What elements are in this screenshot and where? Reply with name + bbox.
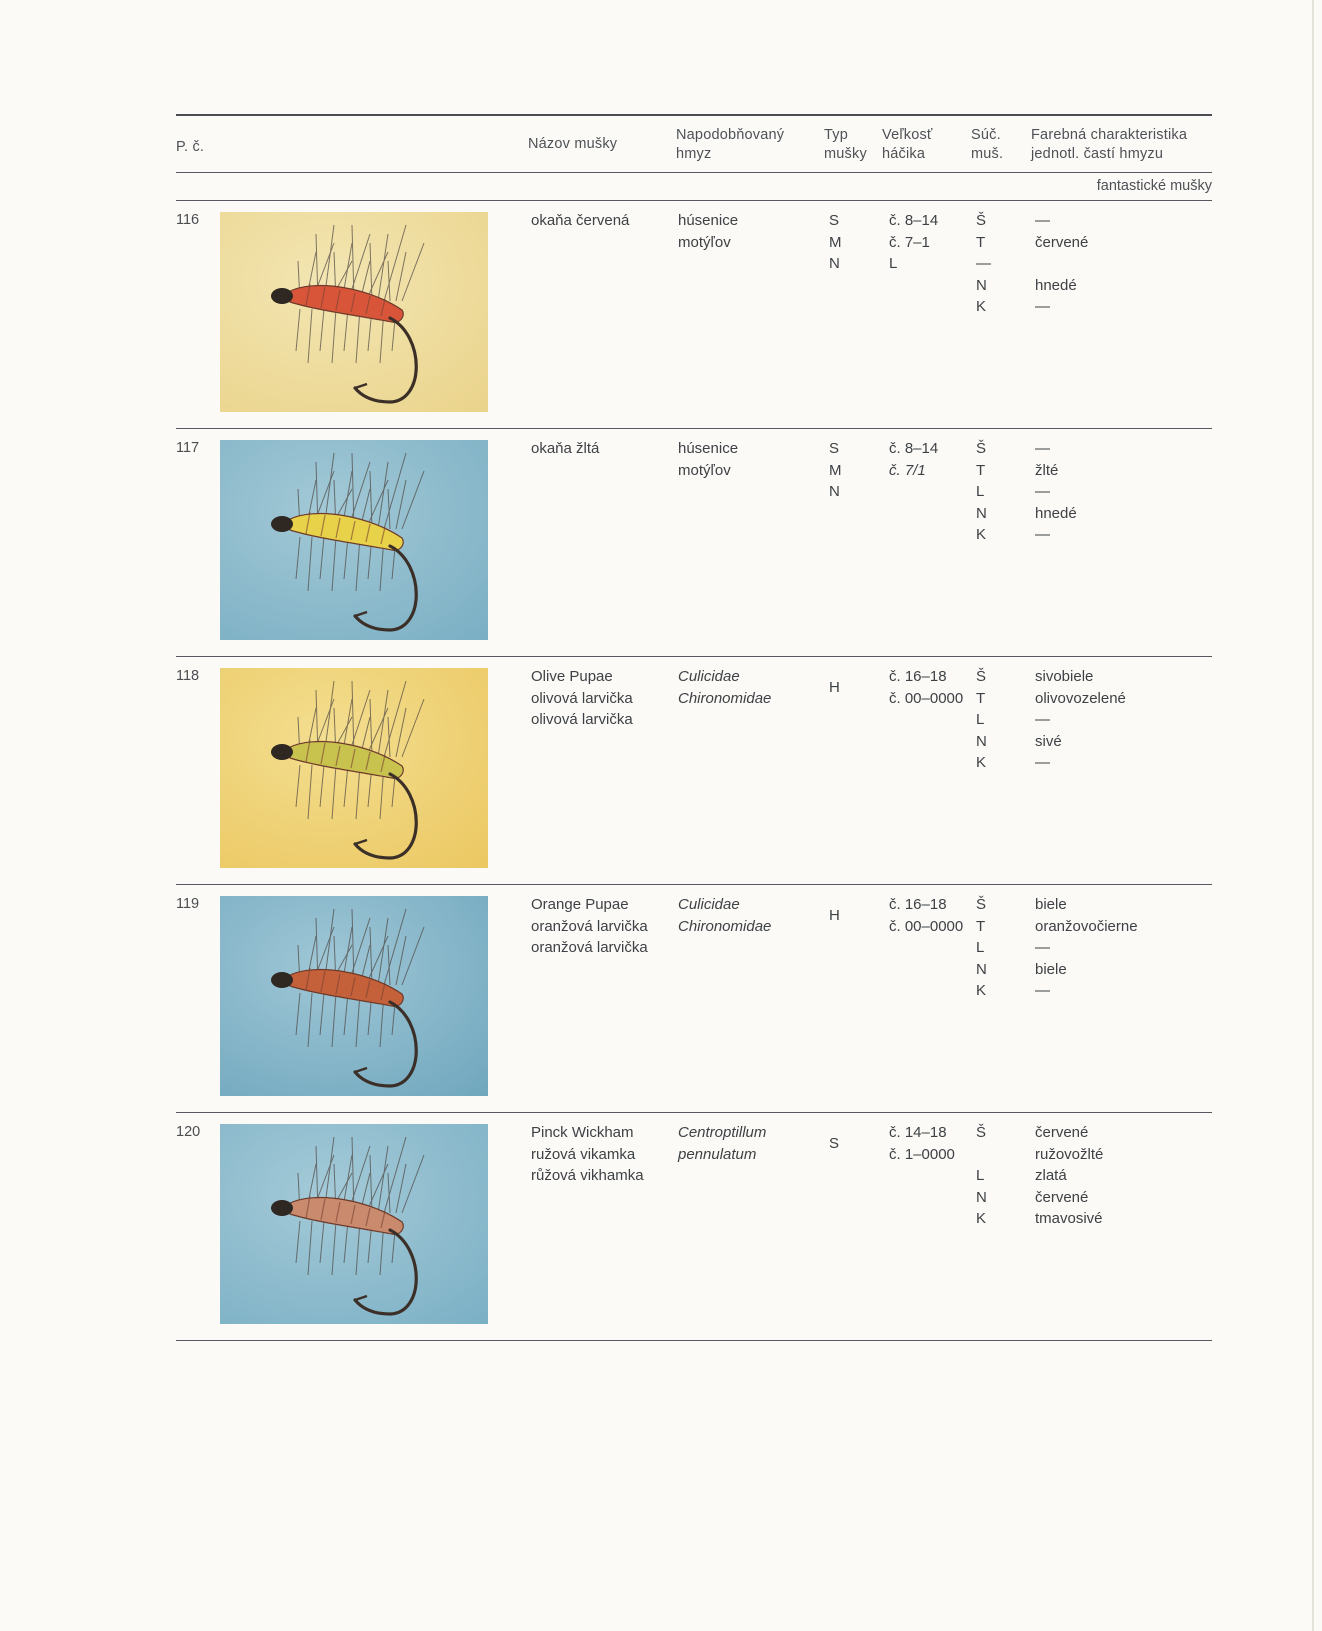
size-line: č. 7/1	[889, 461, 926, 479]
type-line: S	[829, 212, 840, 229]
type-line: N	[829, 483, 840, 500]
fly-type	[829, 210, 842, 275]
part-line: K	[976, 526, 987, 543]
part-line: K	[976, 1210, 987, 1227]
type-line: H	[829, 679, 840, 696]
part-line: T	[976, 461, 986, 479]
color-line: biele	[1035, 896, 1067, 913]
insect-line: húsenice	[678, 212, 739, 229]
part-line: N	[976, 960, 987, 978]
fly-name-line: olivová larvička	[531, 711, 633, 728]
fly-parts	[976, 894, 987, 1002]
row-rule	[176, 884, 1212, 885]
row-number: 117	[176, 440, 200, 456]
part-line: K	[976, 754, 987, 771]
fly-name-line: okaňa žltá	[531, 440, 600, 457]
header-color-line1: Farebná charakteristika	[1031, 127, 1188, 143]
row-number: 118	[176, 668, 200, 684]
fly-illustration	[220, 896, 488, 1096]
fly-parts	[976, 1122, 987, 1230]
color-line: zlatá	[1035, 1167, 1067, 1184]
hook-size	[889, 438, 938, 503]
fly-photo	[220, 896, 488, 1096]
type-line: S	[829, 440, 840, 457]
part-line: L	[976, 483, 985, 500]
size-line	[889, 709, 963, 731]
fly-photo	[220, 212, 488, 412]
color-line: hnedé	[1035, 276, 1077, 294]
fly-name-line: okaňa červená	[531, 212, 630, 229]
table-row	[0, 432, 1322, 660]
size-line	[889, 1165, 955, 1187]
color-line: —	[1035, 982, 1050, 999]
color-line: —	[1035, 711, 1050, 728]
color-line: olivovozelené	[1035, 689, 1126, 707]
part-colors	[1035, 666, 1126, 774]
fly-name-line	[531, 253, 629, 275]
part-line: K	[976, 982, 987, 999]
fly-name	[531, 666, 633, 731]
color-line: tmavosivé	[1035, 1210, 1103, 1227]
type-line: M	[829, 233, 842, 251]
imitated-insect	[678, 438, 738, 481]
header-part-line2: muš.	[971, 146, 1004, 162]
part-colors	[1035, 894, 1138, 1002]
header-insect	[676, 126, 784, 164]
header-part-line1: Súč.	[971, 127, 1001, 143]
size-line: č. 7–1	[889, 233, 930, 251]
fly-name-line	[531, 460, 599, 482]
part-line: N	[976, 732, 987, 750]
color-line: sivé	[1035, 732, 1062, 750]
fly-name	[531, 894, 648, 959]
insect-line: Chironomidae	[678, 917, 772, 935]
header-color-line2: jednotl. častí hmyzu	[1031, 146, 1164, 162]
part-line	[976, 1144, 987, 1166]
table-bottom-rule	[176, 1340, 1212, 1341]
type-line: N	[829, 255, 840, 272]
part-line: Š	[976, 212, 987, 229]
fly-name-line: oranžová larvička	[531, 917, 648, 935]
size-line: č. 00–0000	[889, 917, 964, 935]
type-line: H	[829, 907, 840, 924]
part-line: N	[976, 504, 987, 522]
fly-name	[531, 1122, 644, 1187]
fly-illustration	[220, 668, 488, 868]
header-pc	[176, 138, 204, 157]
hook-size	[889, 894, 963, 959]
header-pc-text: P. č.	[176, 139, 205, 155]
color-line: —	[1035, 440, 1050, 457]
row-number: 120	[176, 1124, 201, 1140]
table-row	[0, 888, 1322, 1116]
fly-name-line: oranžová larvička	[531, 939, 648, 956]
table-row	[0, 1116, 1322, 1344]
fly-name-line: Orange Pupae	[531, 896, 629, 913]
size-line: č. 1–0000	[889, 1145, 955, 1163]
table-row	[0, 204, 1322, 432]
part-line: Š	[976, 440, 987, 457]
fly-name	[531, 210, 629, 275]
hook-size	[889, 210, 938, 275]
color-line: —	[1035, 939, 1050, 956]
fly-photo	[220, 1124, 488, 1324]
section-rule	[176, 200, 1212, 201]
fly-name-line	[531, 481, 599, 503]
part-line: Š	[976, 896, 987, 913]
part-line: N	[976, 276, 987, 294]
part-line: K	[976, 298, 987, 315]
header-insect-line2: hmyz	[676, 146, 712, 162]
part-colors	[1035, 210, 1088, 318]
fly-name-line: Pinck Wickham	[531, 1124, 634, 1141]
insect-line: motýľov	[678, 461, 731, 479]
size-line	[889, 481, 938, 503]
color-line: —	[1035, 526, 1050, 543]
header-name-text: Názov mušky	[528, 136, 618, 152]
color-line	[1035, 253, 1088, 275]
fly-type	[829, 1133, 839, 1155]
insect-line: Culicidae	[678, 896, 740, 913]
fly-head	[271, 288, 293, 304]
part-line: N	[976, 1188, 987, 1206]
fly-type	[829, 677, 840, 699]
hook-size	[889, 666, 963, 731]
row-number: 116	[176, 212, 200, 228]
header-part	[971, 126, 1003, 164]
header-insect-line1: Napodobňovaný	[676, 127, 785, 143]
fly-illustration	[220, 212, 488, 412]
header-top-rule	[176, 114, 1212, 116]
part-line: T	[976, 917, 986, 935]
fly-parts	[976, 210, 991, 318]
table-row	[0, 660, 1322, 888]
fly-type	[829, 905, 840, 927]
header-size-line2: háčika	[882, 146, 926, 162]
part-line: L	[976, 711, 985, 728]
fly-type	[829, 438, 842, 503]
color-line: —	[1035, 754, 1050, 771]
fly-head	[271, 516, 293, 532]
insect-line: Centroptillum	[678, 1124, 767, 1141]
fly-head	[271, 972, 293, 988]
imitated-insect	[678, 894, 771, 937]
part-colors	[1035, 1122, 1103, 1230]
size-line	[889, 937, 963, 959]
size-line: č. 16–18	[889, 896, 947, 913]
fly-name-line: olivová larvička	[531, 689, 633, 707]
part-line: L	[976, 1167, 985, 1184]
fly-illustration	[220, 440, 488, 640]
part-colors	[1035, 438, 1077, 546]
color-line: sivobiele	[1035, 668, 1094, 685]
size-line: L	[889, 255, 898, 272]
color-line: ružovožlté	[1035, 1145, 1104, 1163]
fly-head	[271, 1200, 293, 1216]
part-line: T	[976, 233, 986, 251]
imitated-insect	[678, 1122, 766, 1165]
color-line: červené	[1035, 1124, 1089, 1141]
section-label: fantastické mušky	[1096, 178, 1212, 194]
part-line: Š	[976, 668, 987, 685]
color-line: —	[1035, 483, 1050, 500]
part-line: T	[976, 689, 986, 707]
type-line: M	[829, 461, 842, 479]
row-rule	[176, 1112, 1212, 1113]
hook-size	[889, 1122, 955, 1187]
insect-line: motýľov	[678, 233, 731, 251]
size-line: č. 8–14	[889, 440, 939, 457]
part-line: Š	[976, 1124, 987, 1141]
header-bottom-rule	[176, 172, 1212, 173]
row-number: 119	[176, 896, 200, 912]
header-typ-line1: Typ	[824, 127, 848, 143]
fly-head	[271, 744, 293, 760]
size-line: č. 14–18	[889, 1124, 947, 1141]
color-line: —	[1035, 212, 1050, 229]
fly-name	[531, 438, 599, 503]
imitated-insect	[678, 666, 771, 709]
size-line: č. 00–0000	[889, 689, 964, 707]
part-line: —	[976, 255, 991, 272]
color-line: červené	[1035, 233, 1089, 251]
header-name	[528, 135, 617, 154]
insect-line: húsenice	[678, 440, 739, 457]
color-line: oranžovočierne	[1035, 917, 1138, 935]
row-rule	[176, 656, 1212, 657]
size-line: č. 8–14	[889, 212, 939, 229]
fly-parts	[976, 666, 987, 774]
header-typ	[824, 126, 867, 164]
fly-illustration	[220, 1124, 488, 1324]
header-size	[882, 126, 933, 164]
header-typ-line2: mušky	[824, 146, 867, 162]
color-line: biele	[1035, 960, 1067, 978]
color-line: hnedé	[1035, 504, 1077, 522]
fly-name-line: ružová vikamka	[531, 1145, 636, 1163]
type-line: S	[829, 1135, 840, 1152]
header-size-line1: Veľkosť	[882, 127, 933, 143]
color-line: žlté	[1035, 461, 1059, 479]
fly-name-line	[531, 232, 629, 254]
color-line: —	[1035, 298, 1050, 315]
insect-line: Culicidae	[678, 668, 740, 685]
size-line: č. 16–18	[889, 668, 947, 685]
insect-line: pennulatum	[678, 1145, 757, 1163]
row-rule	[176, 428, 1212, 429]
fly-parts	[976, 438, 987, 546]
fly-name-line: růžová vikhamka	[531, 1167, 644, 1184]
part-line: L	[976, 939, 985, 956]
header-color	[1031, 126, 1187, 164]
color-line: červené	[1035, 1188, 1089, 1206]
fly-name-line: Olive Pupae	[531, 668, 613, 685]
imitated-insect	[678, 210, 738, 253]
fly-photo	[220, 668, 488, 868]
fly-photo	[220, 440, 488, 640]
insect-line: Chironomidae	[678, 689, 772, 707]
